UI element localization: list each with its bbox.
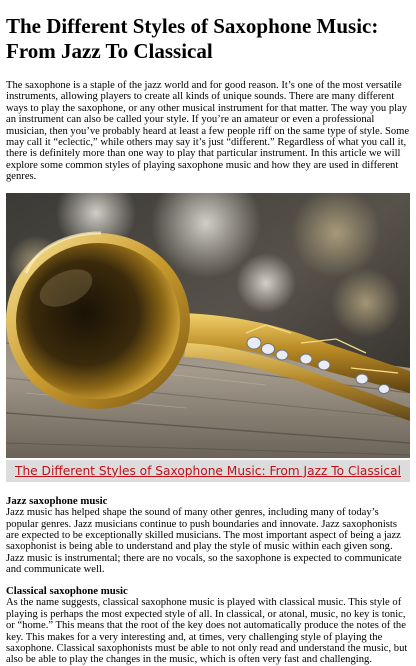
article-title: The Different Styles of Saxophone Music: From Jazz To Classical	[6, 14, 379, 63]
saxophone-photo	[6, 193, 410, 458]
section-body: As the name suggests, classical saxophone music is played with classical music. This style of playing is perhaps the most expected style of all. In classical, or atonal, music, no key is tonic, or “home.” This means that the root of the key does not automatically produce the notes of the key. This makes for a very interesting and, at times, very challenging style of playing the saxophone. Classical saxophonists must be able to not only read and understand the music, but also be able to play the changes in the music, which is often very fast and challenging.	[6, 597, 408, 666]
section-classical	[6, 586, 410, 666]
intro-paragraph: The saxophone is a staple of the jazz world and for good reason. It’s one of the most versatile instruments, allowing players to create all kinds of unique sounds. There are many different ways to play the saxophone, or any other musical instrument for that matter. The way you play an instrument can also be called your style. If you’re an amateur or even a professional musician, then you’ve probably heard at least a few people riff on the same type of style. Some may call it “eclectic,” while others may say it’s just “different.” Regardless of what you call it, there is definitely more than one way to play that particular instrument. In this article we will explore some common styles of playing saxophone music and how they are used in different genres.	[6, 80, 410, 183]
image-caption-link[interactable]: The Different Styles of Saxophone Music: From Jazz To Classical	[6, 460, 410, 482]
section-body: Jazz music has helped shape the sound of many other genres, including many of today’s popular genres. Jazz musicians continue to push boundaries and innovate. Jazz saxophonists are expected to be exceptionally skilled musicians. The most important aspect of being a jazz saxophonist is being able to understand and play the style of music within each given song. Jazz music is instrumental; there are no vocals, so the saxophone is expected to communicate and communicate well.	[6, 507, 402, 576]
article	[6, 0, 410, 666]
section-heading: Classical saxophone music	[6, 584, 128, 597]
section-heading: Jazz saxophone music	[6, 494, 108, 507]
section-jazz	[6, 496, 410, 576]
saxophone-image	[6, 193, 410, 458]
